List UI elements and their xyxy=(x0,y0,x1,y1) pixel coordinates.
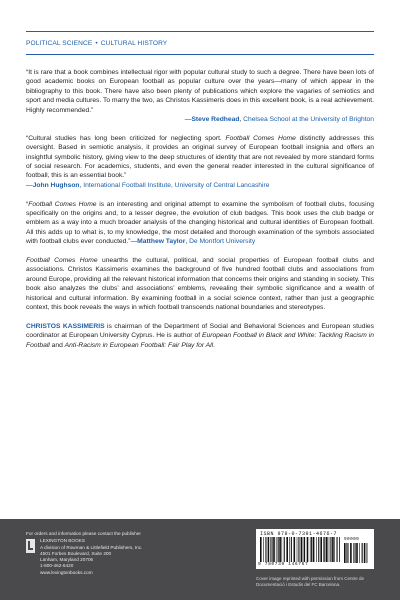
ean-barcode-bars xyxy=(260,537,340,562)
review-3-open-quote: “ xyxy=(26,200,29,208)
review-quote-1 xyxy=(26,68,374,115)
barcode-bar xyxy=(294,537,296,562)
publisher-city: Lanham, Maryland 20706 xyxy=(40,557,94,563)
review-quote-3 xyxy=(26,200,374,247)
barcode-bar xyxy=(318,537,319,562)
review-quote-2 xyxy=(26,134,374,190)
publisher-lines xyxy=(40,538,142,576)
barcode-bar xyxy=(356,543,358,563)
barcode-bar xyxy=(303,537,304,562)
barcode-bar xyxy=(347,543,348,563)
barcode-bar xyxy=(329,537,330,562)
barcode-bar xyxy=(364,543,366,563)
review-2-book-title: Football Comes Home xyxy=(225,134,296,142)
book-description xyxy=(26,256,374,312)
barcode-bar xyxy=(273,537,275,562)
publisher-phone: 1-800-462-6420 xyxy=(40,563,74,569)
barcode-bar xyxy=(284,537,285,562)
description-book-title: Football Comes Home xyxy=(26,257,98,265)
barcode xyxy=(256,529,374,569)
review-3-dash: — xyxy=(130,238,138,246)
review-3-book-title: Football Comes Home xyxy=(28,200,97,208)
publisher-website: www.lexingtonbooks.com xyxy=(40,569,93,575)
barcode-bar xyxy=(359,543,360,563)
barcode-bar xyxy=(323,537,324,562)
barcode-bar xyxy=(324,537,325,562)
barcode-bar xyxy=(270,537,271,562)
category-rule xyxy=(26,54,374,55)
category-cultural-history: CULTURAL HISTORY xyxy=(100,40,168,47)
attr-comma-1: , xyxy=(239,116,244,124)
publisher-name: LEXINGTON BOOKS xyxy=(40,538,85,544)
author-book-2: Anti-Racism in European Football: Fair Play for All xyxy=(64,341,214,349)
reviewer-affiliation-1: Chelsea School at the University of Brighton xyxy=(243,116,374,124)
lexington-logo-icon xyxy=(26,539,35,553)
barcode-bar xyxy=(268,537,270,562)
barcode-bar xyxy=(276,537,277,562)
top-rule xyxy=(26,31,374,32)
barcode-bar xyxy=(344,543,346,563)
attr-comma-3: , xyxy=(185,238,190,246)
review-1-dash: — xyxy=(184,116,192,124)
barcode-bar xyxy=(289,537,290,562)
barcode-bar xyxy=(307,537,309,562)
barcode-bar xyxy=(310,537,311,562)
cover-image-credit: Cover image reprinted with permission from Centre de Documentació i Estudis del FC Barcelona. xyxy=(256,576,365,587)
barcode-bar xyxy=(367,543,368,563)
barcode-bar xyxy=(320,537,322,562)
attr-comma-2: , xyxy=(79,181,84,189)
ean-digits: 9 780739 146767 xyxy=(258,562,309,567)
barcode-bar xyxy=(263,537,264,562)
footer-band xyxy=(0,519,400,600)
cover-text xyxy=(26,68,374,360)
publisher-contact xyxy=(26,531,142,576)
barcode-bar xyxy=(279,537,281,562)
author-bio-mid: and xyxy=(49,341,65,349)
reviewer-name-2: John Hughson xyxy=(32,181,80,189)
review-3-text-end: is an interesting and original attempt to examine the symbolism of football clubs, focusing specifically on the origins and, to a lesser degree, the evolution of club badges. This book uses the club badge or emblem as a way into a much broader analysis of the changing historical and cultural identities of European football. All this adds up to what is, to my knowledge, the most detailed and thorough examination of the symbols associated with football clubs ever conducted.” xyxy=(26,200,374,246)
barcode-bar xyxy=(304,537,305,562)
author-book-1: European Football in Black and White: Tackling Racism in Football xyxy=(26,332,374,349)
contact-intro: For orders and information please contact the publisher xyxy=(26,531,141,536)
barcode-bar xyxy=(362,543,363,563)
author-bio-end: . xyxy=(213,341,215,349)
barcode-bar xyxy=(316,537,317,562)
author-bio xyxy=(26,322,374,350)
barcode-bar xyxy=(260,537,262,562)
review-2-text-end: distinctly addresses this oversight. Based in semiotic analysis, it provides an original survey of European football insignia and offers an insightful symbolic history, giving view to the deep structures of identity that are not revealed by more standard forms of social research. For academics, students, and even the general reader interested in the cultural significance of football, this is an essential book.” xyxy=(26,134,374,180)
category-political-science: POLITICAL SCIENCE xyxy=(26,40,93,47)
review-2-text-start: “Cultural studies has long been criticized for neglecting sport. xyxy=(26,134,226,142)
barcode-bar xyxy=(355,543,356,563)
reviewer-name-1: Steve Redhead xyxy=(191,116,240,124)
barcode-bar xyxy=(330,537,331,562)
barcode-bar xyxy=(286,537,288,562)
barcode-bar xyxy=(301,537,303,562)
description-text: unearths the cultural, political, and social properties of European football clubs and associations. Christos Kassimeris examines the background of five hundred football clubs and associations from around Europe, providing all the relevant historical information that concerns their origins and standing in society. This book also analyzes the clubs’ and associations’ emblems, revealing their symbolic significance and a wealth of historical and cultural information. By examining football in a social science context, rather than just a geographic context, this book reveals the ways in which football transcends national boundaries and stereotypes. xyxy=(26,257,375,312)
reviewer-affiliation-3: De Montfort University xyxy=(189,238,256,246)
review-attribution-1 xyxy=(26,115,374,124)
barcode-bar xyxy=(353,543,354,563)
publisher-street: 4501 Forbes Boulevard, Suite 200 xyxy=(40,550,112,556)
barcode-bar xyxy=(337,537,338,562)
review-1-text: “It is rare that a book combines intellectual rigor with popular cultural study to such a degree. There have been lots of good academic books on European football as popular culture over the years—many of which appear in the bibliography to this book. There have also been plenty of publications which explore the vagaries of semiotics and sport and media cultures. To marry the two, as Christos Kassimeris does in this excellent book, is a real achievement. Highly recommended.” xyxy=(26,69,374,114)
reviewer-affiliation-2: International Football Institute, University of Central Lancashire xyxy=(83,181,270,189)
publisher-division: A division of Rowman & Littlefield Publishers, Inc. xyxy=(40,544,143,550)
price-code: 90000 xyxy=(344,537,360,542)
barcode-bar xyxy=(339,537,340,562)
isbn-text: ISBN 978-0-7391-4676-7 xyxy=(260,531,338,537)
publisher-block xyxy=(26,538,142,576)
reviewer-name-3: Matthew Taylor xyxy=(137,238,186,246)
barcode-bar xyxy=(332,537,334,562)
barcode-bar xyxy=(272,537,273,562)
barcode-bar xyxy=(298,537,299,562)
barcode-bar xyxy=(297,537,298,562)
barcode-bar xyxy=(334,537,335,562)
barcode-bar xyxy=(278,537,279,562)
category-line xyxy=(26,40,167,47)
barcode-bar xyxy=(265,537,266,562)
author-bio-start: is chairman of the Department of Social and Behavioral Sciences and European studies coordinator at European University Cyprus. He is author of xyxy=(26,322,374,340)
author-name: CHRISTOS KASSIMERIS xyxy=(26,322,105,330)
category-separator: • xyxy=(95,40,98,47)
barcode-bar xyxy=(313,537,315,562)
barcode-bar xyxy=(282,537,283,562)
barcode-bar xyxy=(350,543,352,563)
barcode-bar xyxy=(326,537,328,562)
addon-barcode-bars xyxy=(344,543,368,563)
barcode-bar xyxy=(346,543,347,563)
barcode-bar xyxy=(291,537,292,562)
review-2-dash: — xyxy=(26,181,33,189)
barcode-bar xyxy=(311,537,312,562)
